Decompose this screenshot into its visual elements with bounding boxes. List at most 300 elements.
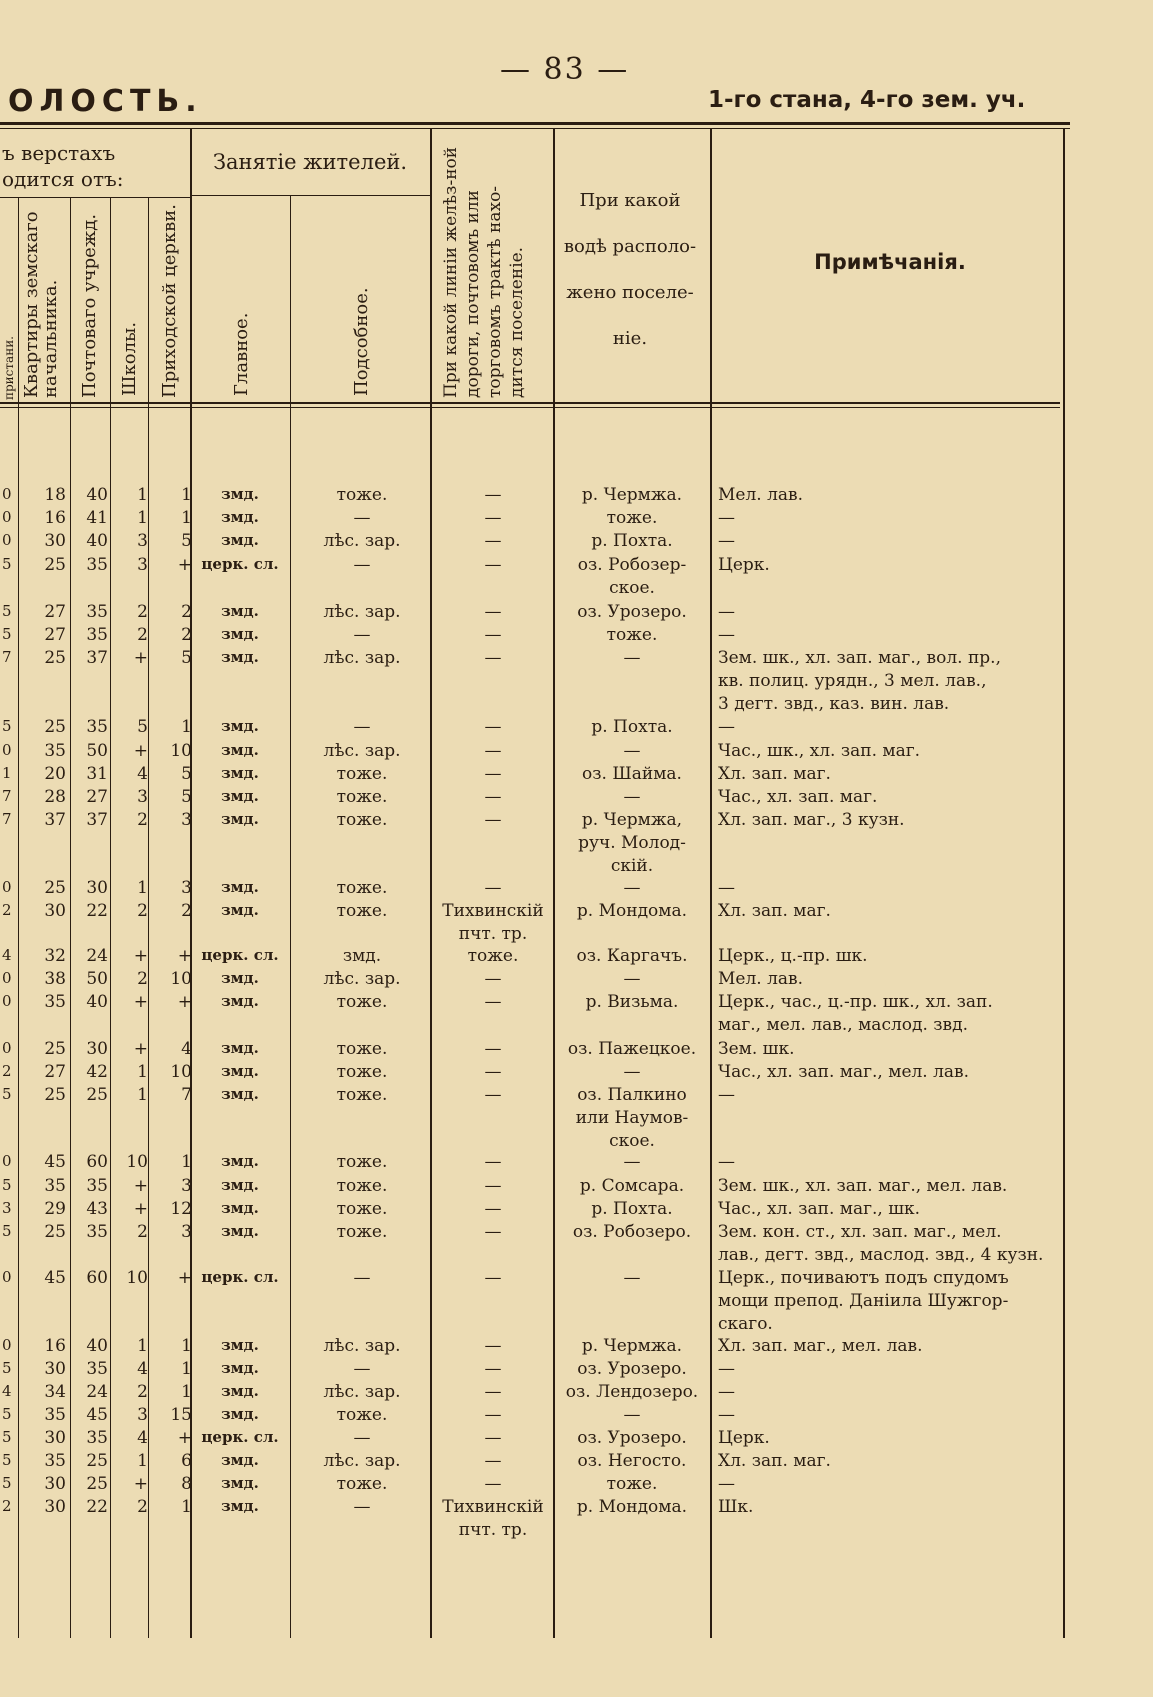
- cell-g: змд.: [221, 648, 259, 666]
- cell-ps: лѣс. зар.: [323, 1336, 401, 1356]
- cell-s: +: [133, 992, 148, 1012]
- cell-c: +: [177, 992, 192, 1012]
- table-row: [0, 1199, 1153, 1223]
- cell-p: 5: [2, 1176, 12, 1194]
- cell-g: змд.: [221, 485, 259, 503]
- header-occupation-group: Занятіе жителей.: [212, 150, 408, 174]
- cell-ps: тоже.: [336, 810, 388, 830]
- cell-w: оз. Лендозеро.: [565, 1382, 699, 1402]
- cell-g: змд.: [221, 1199, 259, 1217]
- header-glavnoe: Главное.: [231, 312, 252, 396]
- cell-po: 45: [86, 1405, 108, 1425]
- header-pochta: Почтоваго учрежд.: [79, 213, 100, 398]
- cell-w: тоже.: [606, 625, 658, 645]
- cell-n: —: [718, 602, 735, 622]
- cell-k: 32: [44, 946, 66, 966]
- cell-n3: скаго.: [718, 1314, 773, 1334]
- cell-c: +: [177, 1268, 192, 1288]
- cell-s: +: [133, 1474, 148, 1494]
- cell-w2: ское.: [609, 578, 655, 598]
- cell-p: 5: [2, 625, 12, 643]
- cell-r: —: [484, 555, 502, 575]
- cell-n: —: [718, 625, 735, 645]
- page-number: — 83 —: [500, 52, 630, 87]
- cell-po: 43: [86, 1199, 108, 1219]
- cell-n: Церк., час., ц.-пр. шк., хл. зап.: [718, 992, 993, 1012]
- cell-r: —: [484, 1359, 502, 1379]
- cell-k: 38: [44, 969, 66, 989]
- cell-w: оз. Урозеро.: [577, 1359, 687, 1379]
- cell-ps: тоже.: [336, 1039, 388, 1059]
- cell-n: Час., хл. зап. маг., шк.: [718, 1199, 921, 1219]
- cell-po: 42: [86, 1062, 108, 1082]
- cell-ps: тоже.: [336, 1176, 388, 1196]
- cell-w: оз. Негосто.: [577, 1451, 687, 1471]
- table-row: [0, 1451, 1153, 1475]
- cell-p: 5: [2, 1428, 12, 1446]
- cell-r: тоже.: [467, 946, 519, 966]
- cell-w: оз. Палкино: [577, 1085, 687, 1105]
- cell-p: 7: [2, 810, 12, 828]
- cell-g: змд.: [221, 810, 259, 828]
- cell-c: 4: [181, 1039, 192, 1059]
- cell-c: 2: [181, 901, 192, 921]
- cell-g: змд.: [221, 1359, 259, 1377]
- cell-k: 25: [44, 878, 66, 898]
- cell-k: 30: [44, 1474, 66, 1494]
- cell-po: 37: [86, 810, 108, 830]
- cell-c: 1: [181, 485, 192, 505]
- cell-g: церк. сл.: [201, 1268, 279, 1286]
- table-row: [0, 878, 1153, 902]
- table-row: [0, 1359, 1153, 1383]
- cell-po: 25: [86, 1451, 108, 1471]
- table-row: [0, 531, 1153, 555]
- header-road: При какой линіи желѣз-ной дороги, почтовомъ или торговомъ трактѣ нахо-дится поселеніе.: [441, 146, 527, 398]
- cell-g: змд.: [221, 1152, 259, 1170]
- cell-n: Хл. зап. маг.: [718, 901, 831, 921]
- cell-c: 1: [181, 717, 192, 737]
- cell-ps: тоже.: [336, 1405, 388, 1425]
- cell-w3: скій.: [610, 856, 654, 876]
- cell-r: —: [484, 1176, 502, 1196]
- cell-c: 2: [181, 625, 192, 645]
- cell-s: 1: [137, 1062, 148, 1082]
- cell-po: 35: [86, 602, 108, 622]
- cell-c: +: [177, 1428, 192, 1448]
- cell-c: 5: [181, 764, 192, 784]
- cell-k: 35: [44, 1176, 66, 1196]
- cell-w: —: [623, 787, 641, 807]
- cell-n: —: [718, 1382, 735, 1402]
- cell-w: —: [623, 969, 641, 989]
- cell-s: 3: [137, 555, 148, 575]
- cell-w: р. Похта.: [591, 531, 673, 551]
- cell-s: 2: [137, 969, 148, 989]
- cell-po: 35: [86, 1176, 108, 1196]
- cell-ps: тоже.: [336, 1062, 388, 1082]
- cell-p: 5: [2, 717, 12, 735]
- cell-k: 45: [44, 1268, 66, 1288]
- cell-g: змд.: [221, 969, 259, 987]
- cell-s: 2: [137, 1382, 148, 1402]
- cell-g: змд.: [221, 764, 259, 782]
- cell-w: оз. Робозеро.: [572, 1222, 692, 1242]
- cell-k: 25: [44, 648, 66, 668]
- cell-w: р. Сомсара.: [579, 1176, 685, 1196]
- cell-g: змд.: [221, 901, 259, 919]
- cell-w2: или Наумов-: [575, 1108, 689, 1128]
- cell-k: 27: [44, 625, 66, 645]
- cell-po: 30: [86, 1039, 108, 1059]
- cell-p: 0: [2, 1039, 12, 1057]
- cell-p: 1: [2, 764, 12, 782]
- cell-p: 5: [2, 1359, 12, 1377]
- cell-k: 35: [44, 741, 66, 761]
- cell-c: 12: [170, 1199, 192, 1219]
- cell-s: 2: [137, 1222, 148, 1242]
- cell-w: р. Чермжа.: [581, 1336, 683, 1356]
- table-row: [0, 1382, 1153, 1406]
- cell-n: Церк.: [718, 1428, 770, 1448]
- cell-p: 0: [2, 1152, 12, 1170]
- header-kvartira: Квартиры земскаго начальника.: [21, 211, 61, 398]
- cell-c: 8: [181, 1474, 192, 1494]
- cell-g: змд.: [221, 992, 259, 1010]
- cell-p: 7: [2, 648, 12, 666]
- cell-r: —: [484, 1085, 502, 1105]
- cell-p: 0: [2, 508, 12, 526]
- cell-po: 37: [86, 648, 108, 668]
- cell-g: змд.: [221, 625, 259, 643]
- table-row: [0, 1405, 1153, 1429]
- cell-s: 1: [137, 878, 148, 898]
- cell-c: 3: [181, 810, 192, 830]
- cell-po: 24: [86, 946, 108, 966]
- cell-n2: маг., мел. лав., маслод. звд.: [718, 1015, 968, 1035]
- cell-p: 5: [2, 1451, 12, 1469]
- cell-w: р. Мондома.: [576, 901, 688, 921]
- table-row: [0, 1497, 1153, 1540]
- cell-w: —: [623, 1062, 641, 1082]
- group-occupation-rule: [192, 195, 430, 196]
- top-rule: [0, 122, 1070, 125]
- cell-ps: лѣс. зар.: [323, 1451, 401, 1471]
- cell-ps: тоже.: [336, 1152, 388, 1172]
- cell-po: 40: [86, 1336, 108, 1356]
- cell-s: +: [133, 1039, 148, 1059]
- cell-w: оз. Шайма.: [582, 764, 682, 784]
- table-row: [0, 901, 1153, 944]
- cell-p: 5: [2, 602, 12, 620]
- table-row: [0, 1222, 1153, 1265]
- cell-ps: лѣс. зар.: [323, 531, 401, 551]
- cell-c: 3: [181, 1222, 192, 1242]
- cell-p: 3: [2, 1199, 12, 1217]
- cell-p: 5: [2, 1222, 12, 1240]
- cell-n: Хл. зап. маг.: [718, 764, 831, 784]
- cell-k: 16: [44, 508, 66, 528]
- cell-r: —: [484, 1474, 502, 1494]
- cell-p: 0: [2, 878, 12, 896]
- cell-ps: тоже.: [336, 1474, 388, 1494]
- cell-po: 35: [86, 555, 108, 575]
- cell-ps: тоже.: [336, 764, 388, 784]
- cell-po: 22: [86, 1497, 108, 1517]
- cell-r: —: [484, 1152, 502, 1172]
- cell-ps: змд.: [342, 946, 382, 966]
- cell-c: 15: [170, 1405, 192, 1425]
- cell-w: оз. Урозеро.: [577, 1428, 687, 1448]
- cell-po: 41: [86, 508, 108, 528]
- cell-n: Час., хл. зап. маг., мел. лав.: [718, 1062, 970, 1082]
- table-row: [0, 1039, 1153, 1063]
- cell-w: —: [623, 1152, 641, 1172]
- cell-r2: пчт. тр.: [458, 1520, 528, 1540]
- cell-s: +: [133, 946, 148, 966]
- cell-po: 50: [86, 969, 108, 989]
- cell-s: 2: [137, 901, 148, 921]
- cell-r: —: [484, 787, 502, 807]
- cell-r: —: [484, 602, 502, 622]
- cell-s: 2: [137, 1497, 148, 1517]
- header-notes: Примѣчанія.: [814, 250, 966, 274]
- cell-c: 1: [181, 1497, 192, 1517]
- cell-po: 35: [86, 717, 108, 737]
- region-title: ОЛОСТЬ.: [8, 84, 203, 119]
- cell-k: 20: [44, 764, 66, 784]
- cell-n: Мел. лав.: [718, 969, 803, 989]
- cell-w: —: [623, 878, 641, 898]
- table-row: [0, 787, 1153, 811]
- table-row: [0, 1085, 1153, 1151]
- cell-n2: лав., дегт. звд., маслод. звд., 4 кузн.: [718, 1245, 1044, 1265]
- cell-s: 5: [137, 717, 148, 737]
- cell-g: змд.: [221, 1382, 259, 1400]
- cell-ps: —: [353, 1359, 371, 1379]
- cell-s: 1: [137, 508, 148, 528]
- cell-c: 1: [181, 1152, 192, 1172]
- cell-r: —: [484, 1451, 502, 1471]
- cell-k: 28: [44, 787, 66, 807]
- cell-g: змд.: [221, 1474, 259, 1492]
- cell-ps: —: [353, 1428, 371, 1448]
- cell-c: 2: [181, 602, 192, 622]
- table-row: [0, 1176, 1153, 1200]
- table-row: [0, 764, 1153, 788]
- cell-n: —: [718, 1474, 735, 1494]
- cell-s: 10: [126, 1152, 148, 1172]
- cell-s: 1: [137, 1451, 148, 1471]
- cell-s: 10: [126, 1268, 148, 1288]
- cell-r: —: [484, 992, 502, 1012]
- cell-n: Зем. шк., хл. зап. маг., мел. лав.: [718, 1176, 1008, 1196]
- cell-ps: тоже.: [336, 1199, 388, 1219]
- cell-w3: ское.: [609, 1131, 655, 1151]
- cell-w: —: [623, 741, 641, 761]
- cell-ps: тоже.: [336, 787, 388, 807]
- cell-r: —: [484, 531, 502, 551]
- cell-g: змд.: [221, 1176, 259, 1194]
- cell-ps: лѣс. зар.: [323, 1382, 401, 1402]
- cell-n: —: [718, 717, 735, 737]
- cell-ps: тоже.: [336, 1222, 388, 1242]
- table-row: [0, 741, 1153, 765]
- cell-n: —: [718, 531, 735, 551]
- cell-s: +: [133, 1176, 148, 1196]
- cell-ps: лѣс. зар.: [323, 741, 401, 761]
- cell-r: —: [484, 648, 502, 668]
- table-row: [0, 1474, 1153, 1498]
- cell-p: 2: [2, 1062, 12, 1080]
- cell-k: 35: [44, 992, 66, 1012]
- cell-r: —: [484, 1382, 502, 1402]
- cell-n: Шк.: [718, 1497, 754, 1517]
- cell-n: Хл. зап. маг., мел. лав.: [718, 1336, 923, 1356]
- cell-p: 0: [2, 969, 12, 987]
- cell-w: р. Чермжа.: [581, 485, 683, 505]
- cell-p: 2: [2, 1497, 12, 1515]
- table-row: [0, 946, 1153, 970]
- table-row: [0, 555, 1153, 598]
- cell-n: Хл. зап. маг.: [718, 1451, 831, 1471]
- cell-n: Зем. шк., хл. зап. маг., вол. пр.,: [718, 648, 1001, 668]
- cell-k: 16: [44, 1336, 66, 1356]
- cell-k: 35: [44, 1405, 66, 1425]
- cell-k: 30: [44, 1428, 66, 1448]
- district-label: 1-го стана, 4-го зем. уч.: [708, 87, 1026, 113]
- cell-r: —: [484, 969, 502, 989]
- cell-po: 60: [86, 1268, 108, 1288]
- cell-c: 1: [181, 1382, 192, 1402]
- cell-po: 22: [86, 901, 108, 921]
- cell-w: р. Чермжа,: [581, 810, 683, 830]
- table-row: [0, 969, 1153, 993]
- cell-ps: лѣс. зар.: [323, 969, 401, 989]
- cell-r: —: [484, 1199, 502, 1219]
- cell-c: +: [177, 555, 192, 575]
- header-bottom-rule-thin: [0, 407, 1060, 408]
- cell-c: 5: [181, 787, 192, 807]
- cell-p: 5: [2, 1474, 12, 1492]
- cell-r: —: [484, 1336, 502, 1356]
- table-row: [0, 1062, 1153, 1086]
- cell-ps: тоже.: [336, 878, 388, 898]
- cell-s: 1: [137, 1336, 148, 1356]
- cell-k: 35: [44, 1451, 66, 1471]
- cell-w2: руч. Молод-: [578, 833, 686, 853]
- cell-n3: 3 дегт. звд., каз. вин. лав.: [718, 694, 950, 714]
- table-row: [0, 1268, 1153, 1334]
- cell-w: оз. Урозеро.: [577, 602, 687, 622]
- cell-po: 35: [86, 625, 108, 645]
- cell-g: змд.: [221, 1336, 259, 1354]
- cell-s: 1: [137, 1085, 148, 1105]
- cell-k: 18: [44, 485, 66, 505]
- cell-po: 30: [86, 878, 108, 898]
- cell-k: 25: [44, 1085, 66, 1105]
- cell-ps: тоже.: [336, 992, 388, 1012]
- cell-r: —: [484, 1222, 502, 1242]
- cell-w: р. Мондома.: [576, 1497, 688, 1517]
- cell-ps: —: [353, 555, 371, 575]
- cell-r: —: [484, 485, 502, 505]
- cell-ps: —: [353, 1497, 371, 1517]
- cell-p: 0: [2, 741, 12, 759]
- cell-n: —: [718, 1405, 735, 1425]
- cell-r: —: [484, 625, 502, 645]
- cell-s: 3: [137, 1405, 148, 1425]
- header-cerkov: Приходской церкви.: [159, 203, 180, 398]
- cell-k: 27: [44, 602, 66, 622]
- cell-r: —: [484, 1428, 502, 1448]
- cell-w: —: [623, 1405, 641, 1425]
- cell-r: Тихвинскій: [442, 1497, 544, 1517]
- header-pristan: пристани.: [2, 335, 16, 400]
- cell-n: —: [718, 508, 735, 528]
- cell-ps: —: [353, 1268, 371, 1288]
- table-row: [0, 648, 1153, 714]
- cell-w: оз. Каргачъ.: [576, 946, 688, 966]
- cell-p: 0: [2, 1268, 12, 1286]
- cell-s: 3: [137, 531, 148, 551]
- cell-ps: лѣс. зар.: [323, 648, 401, 668]
- cell-po: 35: [86, 1428, 108, 1448]
- table-row: [0, 508, 1153, 532]
- cell-w: —: [623, 648, 641, 668]
- table-row: [0, 602, 1153, 626]
- cell-c: 10: [170, 1062, 192, 1082]
- cell-w: —: [623, 1268, 641, 1288]
- cell-po: 25: [86, 1085, 108, 1105]
- cell-g: змд.: [221, 1039, 259, 1057]
- cell-w: р. Визьма.: [585, 992, 679, 1012]
- cell-k: 25: [44, 1222, 66, 1242]
- cell-r2: пчт. тр.: [458, 924, 528, 944]
- cell-s: 4: [137, 764, 148, 784]
- cell-s: +: [133, 1199, 148, 1219]
- cell-c: 1: [181, 508, 192, 528]
- cell-c: 1: [181, 1359, 192, 1379]
- cell-po: 40: [86, 992, 108, 1012]
- cell-k: 30: [44, 531, 66, 551]
- cell-n: Церк.: [718, 555, 770, 575]
- cell-k: 29: [44, 1199, 66, 1219]
- cell-g: змд.: [221, 1405, 259, 1423]
- cell-k: 25: [44, 1039, 66, 1059]
- cell-g: змд.: [221, 1497, 259, 1515]
- cell-p: 5: [2, 1405, 12, 1423]
- cell-p: 7: [2, 787, 12, 805]
- cell-p: 2: [2, 901, 12, 919]
- cell-c: 6: [181, 1451, 192, 1471]
- cell-k: 27: [44, 1062, 66, 1082]
- cell-r: —: [484, 508, 502, 528]
- table-row: [0, 485, 1153, 509]
- cell-s: 2: [137, 602, 148, 622]
- cell-n: Час., шк., хл. зап. маг.: [718, 741, 921, 761]
- cell-k: 25: [44, 555, 66, 575]
- cell-n2: кв. полиц. урядн., 3 мел. лав.,: [718, 671, 987, 691]
- cell-p: 4: [2, 946, 12, 964]
- cell-n: —: [718, 1085, 735, 1105]
- cell-n: Церк., почиваютъ подъ спудомъ: [718, 1268, 1009, 1288]
- cell-g: церк. сл.: [201, 946, 279, 964]
- table-row: [0, 717, 1153, 741]
- cell-c: 7: [181, 1085, 192, 1105]
- cell-w: р. Похта.: [591, 1199, 673, 1219]
- cell-g: церк. сл.: [201, 1428, 279, 1446]
